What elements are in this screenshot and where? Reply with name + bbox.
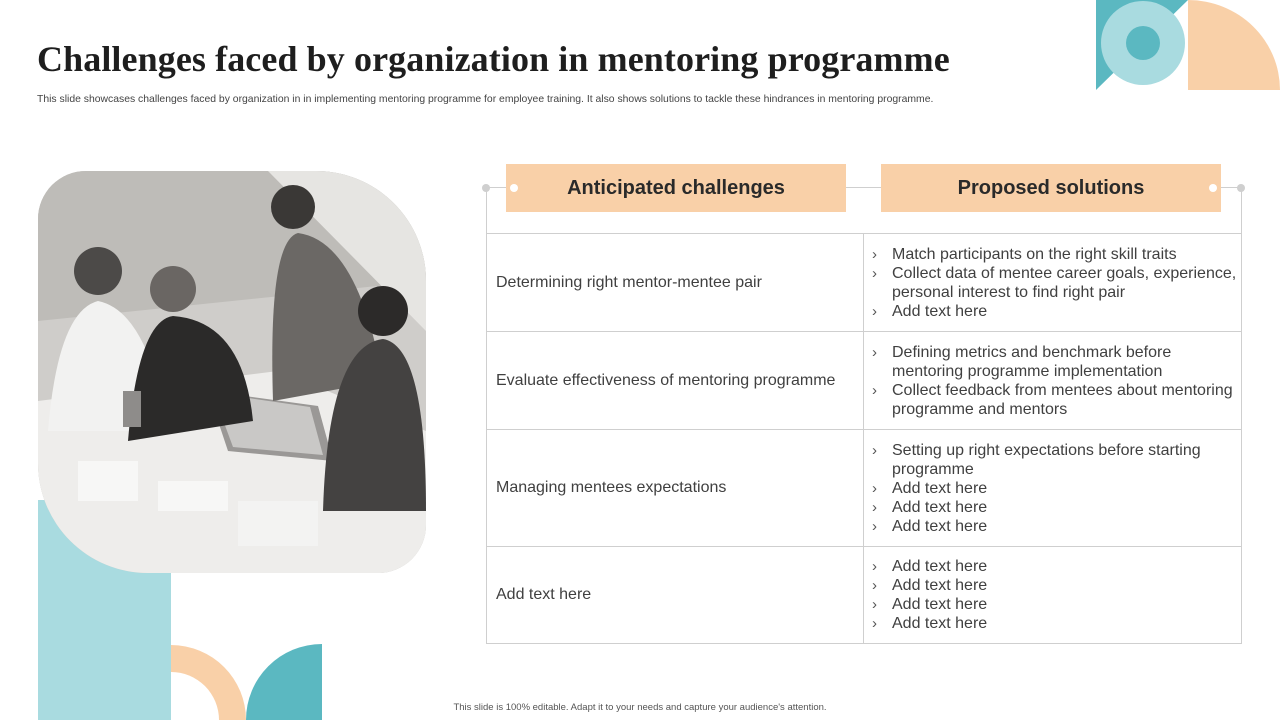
chevron-right-icon: › bbox=[872, 577, 877, 594]
solution-item bbox=[872, 381, 1241, 419]
solution-item bbox=[872, 595, 987, 614]
solution-item bbox=[872, 302, 1241, 321]
solution-item bbox=[872, 498, 1241, 517]
meeting-photo bbox=[38, 171, 426, 573]
solution-text: Add text here bbox=[892, 479, 988, 497]
solution-text: Setting up right expectations before starting programme bbox=[892, 441, 1201, 478]
solutions-cell bbox=[864, 430, 1242, 546]
chevron-right-icon: › bbox=[872, 479, 877, 497]
solution-text: Add text here bbox=[892, 517, 988, 535]
slide-subtitle: This slide showcases challenges faced by organization in in implementing mentoring programme for employee training. It also shows solutions to tackle these hindrances in mentoring programme. bbox=[37, 94, 934, 105]
chevron-right-icon: › bbox=[872, 498, 877, 516]
solutions-cell bbox=[864, 332, 1242, 429]
solution-text: Add text here bbox=[892, 558, 988, 575]
chevron-right-icon: › bbox=[872, 517, 877, 535]
solution-item bbox=[872, 479, 1241, 498]
solutions-list bbox=[872, 441, 1241, 536]
solution-text: Add text here bbox=[892, 577, 988, 594]
chevron-right-icon: › bbox=[872, 343, 877, 361]
solution-text: Add text here bbox=[892, 615, 988, 632]
chevron-right-icon: › bbox=[872, 245, 877, 263]
chevron-right-icon: › bbox=[872, 381, 877, 399]
solution-item bbox=[872, 614, 987, 633]
solutions-list bbox=[872, 557, 987, 633]
table-row bbox=[487, 547, 1242, 644]
chevron-right-icon: › bbox=[872, 558, 877, 575]
solutions-list bbox=[872, 245, 1241, 321]
slide-title: Challenges faced by organization in mentoring programme bbox=[37, 39, 950, 79]
challenge-cell: Managing mentees expectations bbox=[487, 430, 864, 546]
solutions-cell bbox=[864, 547, 1242, 643]
header-anticipated-challenges: Anticipated challenges bbox=[506, 164, 846, 212]
slide-footer: This slide is 100% editable. Adapt it to your needs and capture your audience's attention. bbox=[453, 702, 827, 713]
challenge-cell: Add text here bbox=[487, 547, 864, 643]
solution-text: Collect data of mentee career goals, experience, personal interest to find right pair bbox=[892, 264, 1237, 301]
chevron-right-icon: › bbox=[872, 441, 877, 459]
solution-item bbox=[872, 264, 1241, 302]
frame-dot bbox=[482, 184, 490, 192]
solution-item bbox=[872, 576, 987, 595]
chevron-right-icon: › bbox=[872, 596, 877, 613]
header-dot bbox=[510, 184, 518, 192]
solution-text: Add text here bbox=[892, 596, 988, 613]
header-dot bbox=[1209, 184, 1217, 192]
table-row bbox=[487, 234, 1242, 332]
challenge-cell: Evaluate effectiveness of mentoring programme bbox=[487, 332, 864, 429]
solutions-list bbox=[872, 343, 1241, 419]
table-row bbox=[487, 332, 1242, 430]
header-frame-right bbox=[1241, 187, 1242, 233]
solution-item bbox=[872, 441, 1241, 479]
table-row bbox=[487, 430, 1242, 547]
challenges-table bbox=[486, 233, 1242, 644]
chevron-right-icon: › bbox=[872, 264, 877, 282]
challenge-cell: Determining right mentor-mentee pair bbox=[487, 234, 864, 331]
solution-text: Add text here bbox=[892, 302, 988, 320]
header-frame-left bbox=[486, 187, 487, 233]
solution-text: Collect feedback from mentees about mentoring programme and mentors bbox=[892, 381, 1233, 418]
chevron-right-icon: › bbox=[872, 302, 877, 320]
solutions-cell bbox=[864, 234, 1242, 331]
solution-item bbox=[872, 517, 1241, 536]
decorative-top-right-shapes bbox=[1096, 0, 1280, 92]
solution-text: Defining metrics and benchmark before mentoring programme implementation bbox=[892, 343, 1172, 380]
chevron-right-icon: › bbox=[872, 615, 877, 632]
solution-text: Match participants on the right skill traits bbox=[892, 245, 1177, 263]
solution-item bbox=[872, 343, 1241, 381]
solution-item bbox=[872, 557, 987, 576]
solution-text: Add text here bbox=[892, 498, 988, 516]
header-proposed-solutions: Proposed solutions bbox=[881, 164, 1221, 212]
solution-item bbox=[872, 245, 1241, 264]
frame-dot bbox=[1237, 184, 1245, 192]
